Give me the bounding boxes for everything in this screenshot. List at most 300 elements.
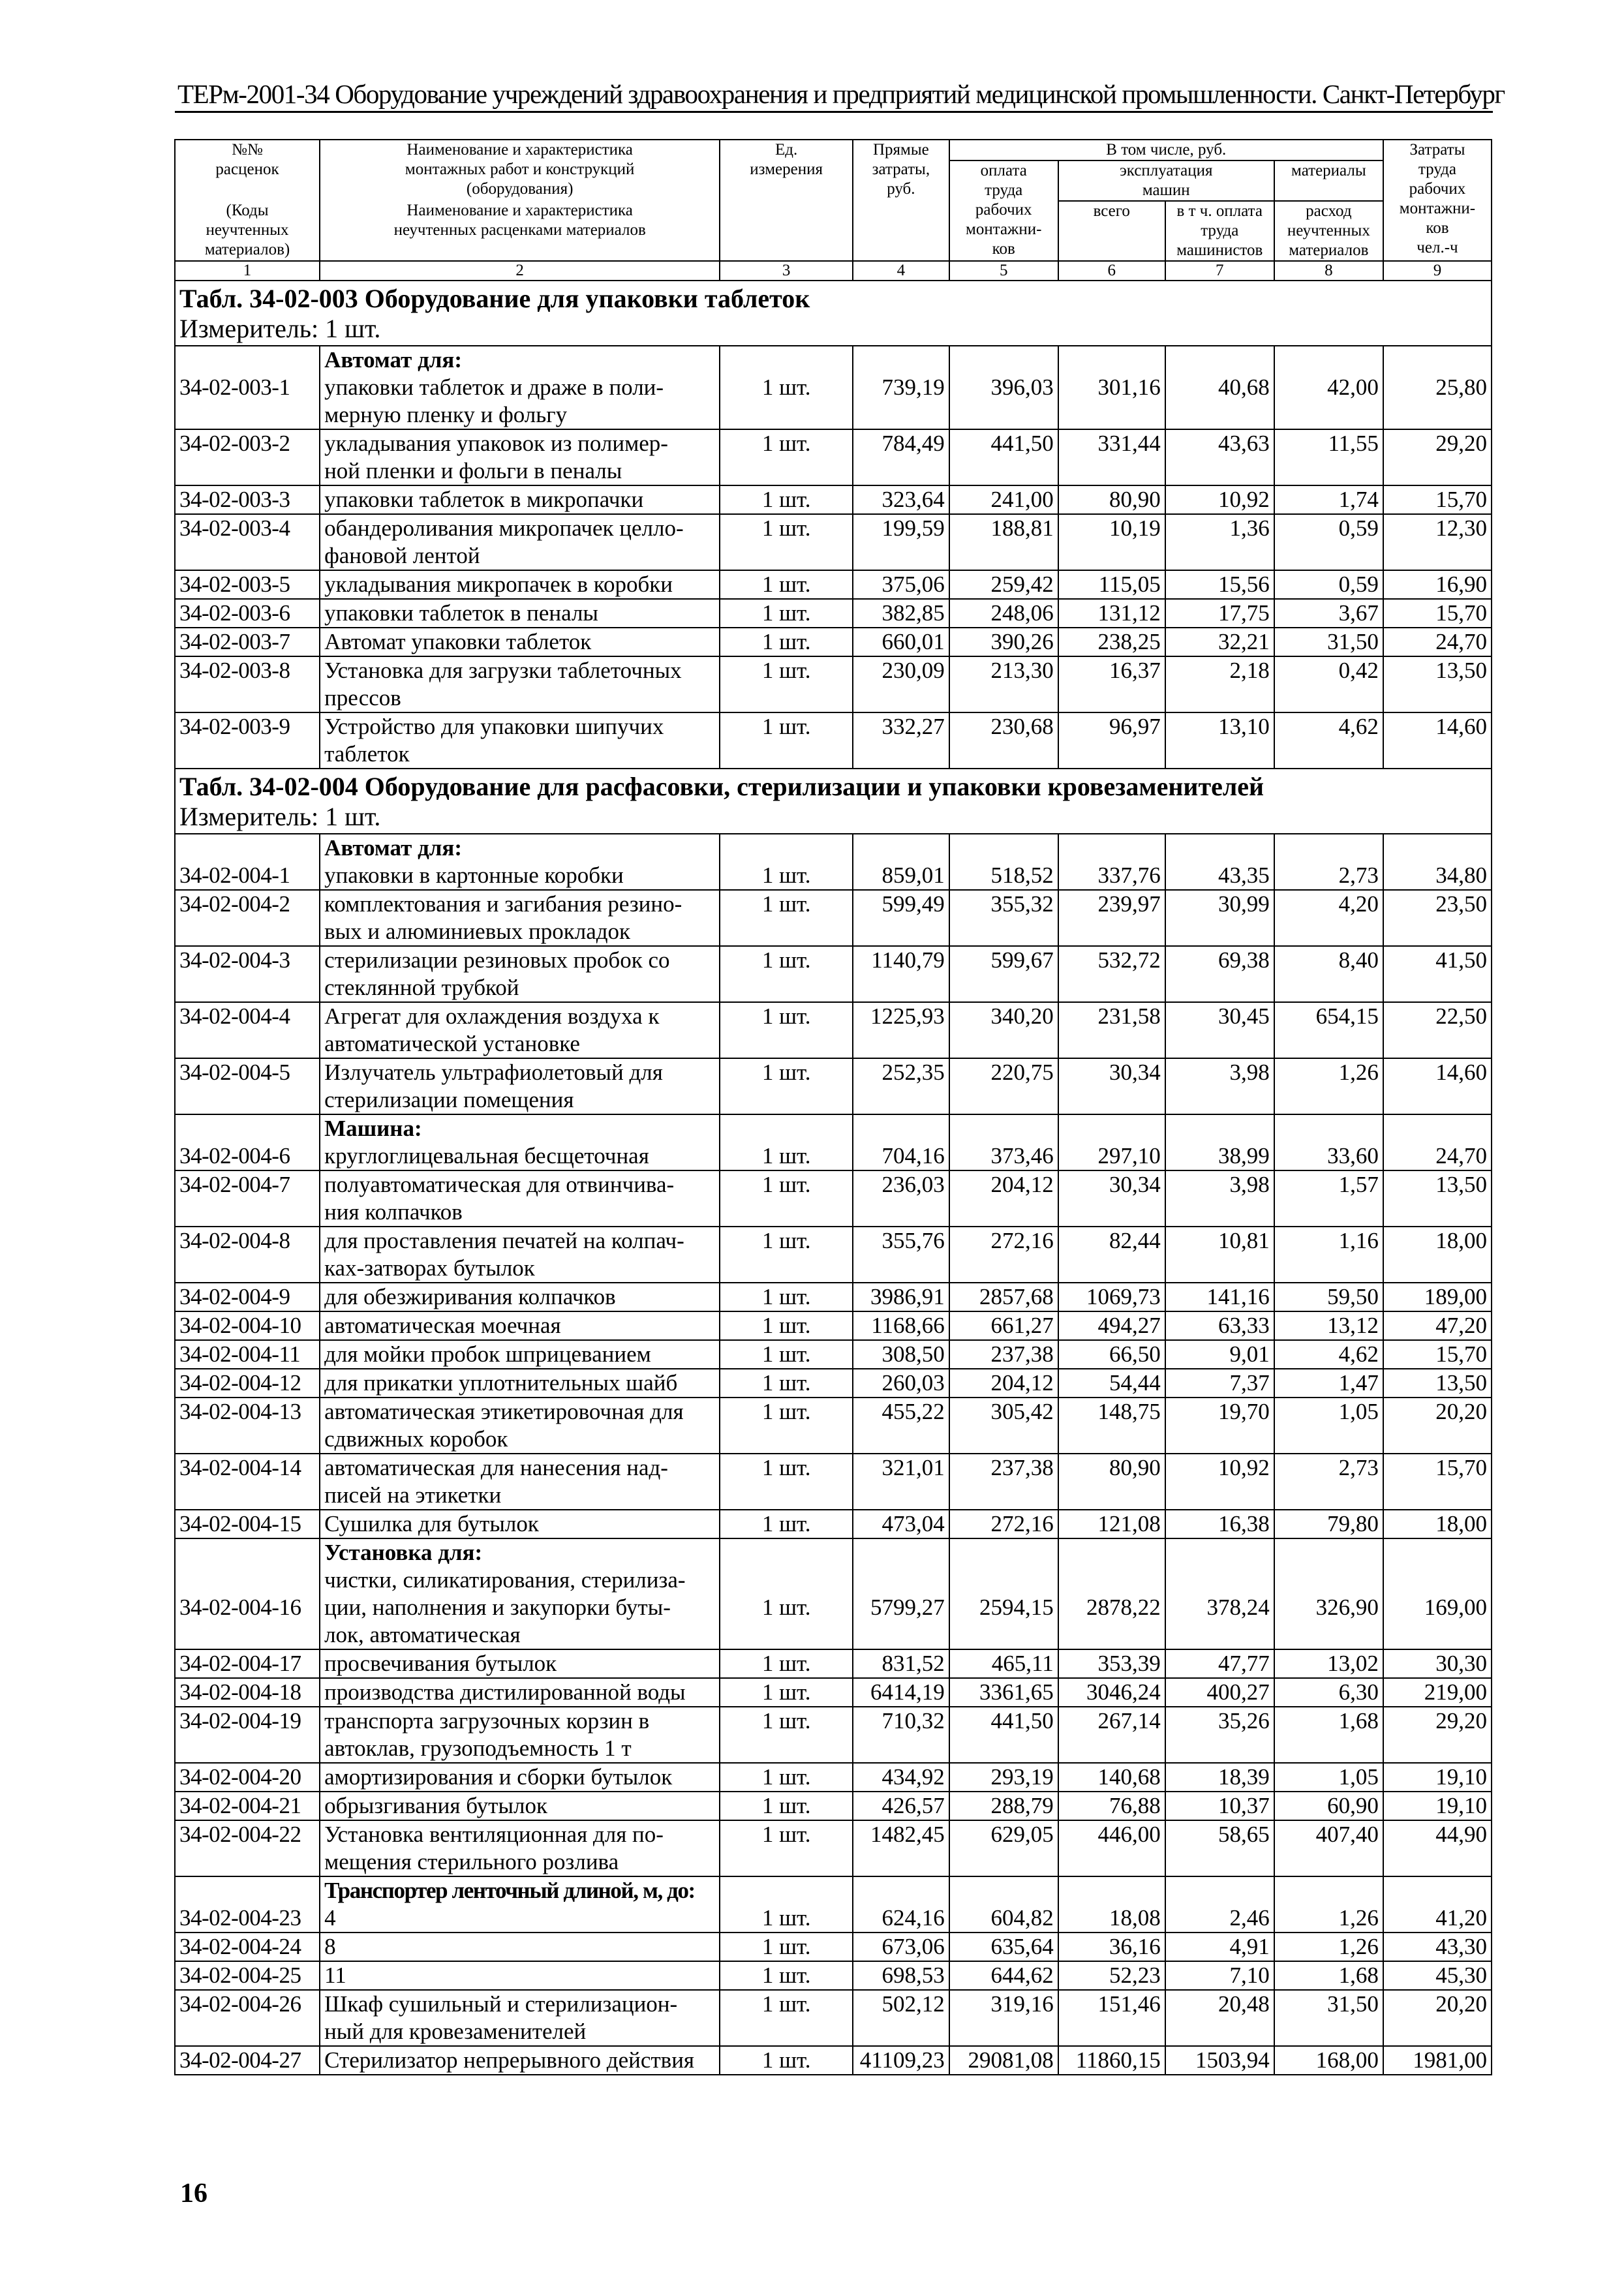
labor-hours: 189,00 [1383, 1283, 1492, 1311]
header-text: Затраты [1409, 141, 1465, 159]
rate-description-line: производства дистилированной воды [324, 1679, 686, 1705]
rate-code: 34-02-004-16 [175, 1566, 320, 1649]
header-text: ков [1426, 219, 1449, 237]
rate-description-line: ной пленки и фольги в пеналы [324, 458, 622, 483]
machinist-pay: 13,10 [1165, 712, 1274, 769]
rate-description-line: чистки, силикатирования, стерилиза- [324, 1567, 686, 1593]
labor-hours: 43,30 [1383, 1933, 1492, 1961]
rate-unit: 1 шт. [720, 514, 853, 570]
group-row [175, 1876, 1492, 1904]
rate-description-line: стерилизации резиновых пробок со [324, 947, 670, 973]
section-title: Табл. 34-02-004 Оборудование для расфасовки, стерилизации и упаковки кровезаменителей [179, 772, 1264, 801]
section-heading [175, 281, 1492, 346]
materials-amount: 1,05 [1274, 1763, 1383, 1792]
labor-hours: 15,70 [1383, 485, 1492, 514]
header-text: (оборудования) [466, 180, 574, 198]
header-text: труда [985, 181, 1023, 199]
header-unit [720, 140, 853, 261]
labor-hours: 29,20 [1383, 429, 1492, 485]
rate-description-line: сдвижных коробок [324, 1426, 508, 1452]
direct-costs: 3986,91 [853, 1283, 949, 1311]
worker-pay: 293,19 [949, 1763, 1058, 1792]
rate-unit: 1 шт. [720, 628, 853, 656]
rate-description [320, 1227, 720, 1283]
rate-description-line: автоматическая этикетировочная для [324, 1399, 684, 1424]
worker-pay: 661,27 [949, 1311, 1058, 1340]
machines-total: 82,44 [1058, 1227, 1165, 1283]
column-index: 5 [949, 261, 1058, 281]
machinist-pay: 40,68 [1165, 374, 1274, 429]
empty-cell [720, 834, 853, 862]
rate-description [320, 1369, 720, 1398]
header-text: руб. [887, 180, 915, 198]
worker-pay: 213,30 [949, 656, 1058, 712]
header-machines [1058, 160, 1274, 201]
machinist-pay: 69,38 [1165, 946, 1274, 1002]
machinist-pay: 43,63 [1165, 429, 1274, 485]
empty-cell [949, 346, 1058, 374]
machines-total: 353,39 [1058, 1649, 1165, 1678]
machinist-pay: 2,46 [1165, 1904, 1274, 1933]
table-row [175, 1340, 1492, 1369]
rate-unit: 1 шт. [720, 1311, 853, 1340]
rate-code: 34-02-003-6 [175, 599, 320, 628]
rate-code: 34-02-004-26 [175, 1990, 320, 2046]
materials-amount: 79,80 [1274, 1510, 1383, 1538]
machines-total: 331,44 [1058, 429, 1165, 485]
worker-pay: 305,42 [949, 1398, 1058, 1454]
rate-code: 34-02-003-5 [175, 570, 320, 599]
direct-costs: 739,19 [853, 374, 949, 429]
empty-cell [1274, 1114, 1383, 1142]
worker-pay: 644,62 [949, 1961, 1058, 1990]
rate-code: 34-02-004-22 [175, 1820, 320, 1876]
machines-total: 131,12 [1058, 599, 1165, 628]
rate-description-line: Агрегат для охлаждения воздуха к [324, 1003, 660, 1029]
rate-unit: 1 шт. [720, 1933, 853, 1961]
rate-description [320, 656, 720, 712]
machinist-pay: 35,26 [1165, 1707, 1274, 1763]
header-text: (Коды [226, 202, 269, 219]
direct-costs: 1225,93 [853, 1002, 949, 1058]
empty-cell [1165, 346, 1274, 374]
direct-costs: 599,49 [853, 890, 949, 946]
worker-pay: 272,16 [949, 1510, 1058, 1538]
rate-description-line: упаковки таблеток и драже в поли- [324, 374, 664, 400]
rate-description-line: амортизирования и сборки бутылок [324, 1764, 673, 1790]
rate-code: 34-02-003-7 [175, 628, 320, 656]
rate-unit: 1 шт. [720, 1820, 853, 1876]
labor-hours: 14,60 [1383, 1058, 1492, 1114]
worker-pay: 390,26 [949, 628, 1058, 656]
header-direct-costs [853, 140, 949, 261]
table-row [175, 1002, 1492, 1058]
empty-cell [1058, 1538, 1165, 1566]
rate-code: 34-02-003-9 [175, 712, 320, 769]
worker-pay: 340,20 [949, 1002, 1058, 1058]
empty-cell [175, 1114, 320, 1142]
machinist-pay: 7,37 [1165, 1369, 1274, 1398]
labor-hours: 19,10 [1383, 1763, 1492, 1792]
header-text: оплата [980, 162, 1027, 179]
rate-description-line: лок, автоматическая [324, 1622, 521, 1647]
materials-amount: 11,55 [1274, 429, 1383, 485]
rate-unit: 1 шт. [720, 1566, 853, 1649]
table-row [175, 1566, 1492, 1649]
labor-hours: 41,50 [1383, 946, 1492, 1002]
empty-cell [1383, 1538, 1492, 1566]
machinist-pay: 4,91 [1165, 1933, 1274, 1961]
rate-description [320, 1311, 720, 1340]
rate-code: 34-02-004-8 [175, 1227, 320, 1283]
labor-hours: 15,70 [1383, 1340, 1492, 1369]
rate-unit: 1 шт. [720, 1454, 853, 1510]
materials-amount: 60,90 [1274, 1792, 1383, 1820]
header-text: машин [1142, 181, 1190, 199]
labor-hours: 14,60 [1383, 712, 1492, 769]
rate-description-line: автоматической установке [324, 1031, 580, 1056]
rate-description [320, 628, 720, 656]
table-row [175, 1369, 1492, 1398]
materials-amount: 2,73 [1274, 862, 1383, 890]
worker-pay: 373,46 [949, 1142, 1058, 1170]
empty-cell [1383, 346, 1492, 374]
direct-costs: 710,32 [853, 1707, 949, 1763]
header-text: рабочих [1409, 180, 1466, 198]
labor-hours: 30,30 [1383, 1649, 1492, 1678]
materials-amount: 1,57 [1274, 1170, 1383, 1227]
direct-costs: 230,09 [853, 656, 949, 712]
worker-pay: 355,32 [949, 890, 1058, 946]
rate-description-line: ния колпачков [324, 1199, 463, 1225]
group-heading: Автомат для: [320, 834, 720, 862]
direct-costs: 455,22 [853, 1398, 949, 1454]
rate-description [320, 1454, 720, 1510]
rate-code: 34-02-003-2 [175, 429, 320, 485]
rate-description-line: комплектования и загибания резино- [324, 891, 682, 917]
rate-code: 34-02-004-14 [175, 1454, 320, 1510]
machines-total: 66,50 [1058, 1340, 1165, 1369]
rate-description-line: круглоглицевальная бесщеточная [324, 1143, 649, 1169]
rate-description-line: автоматическая моечная [324, 1313, 561, 1338]
machinist-pay: 16,38 [1165, 1510, 1274, 1538]
materials-amount: 4,62 [1274, 712, 1383, 769]
machinist-pay: 400,27 [1165, 1678, 1274, 1707]
worker-pay: 441,50 [949, 429, 1058, 485]
direct-costs: 698,53 [853, 1961, 949, 1990]
table-row [175, 1170, 1492, 1227]
section-measure: Измеритель: 1 шт. [179, 802, 381, 831]
rate-unit: 1 шт. [720, 1369, 853, 1398]
header-worker-pay [949, 160, 1058, 261]
machines-total: 3046,24 [1058, 1678, 1165, 1707]
materials-amount: 168,00 [1274, 2046, 1383, 2075]
rate-description [320, 2046, 720, 2075]
header-text: в т ч. оплата [1176, 202, 1263, 220]
machines-total: 30,34 [1058, 1058, 1165, 1114]
rate-description-line: для мойки пробок шприцеванием [324, 1341, 651, 1367]
empty-cell [1058, 1876, 1165, 1904]
worker-pay: 204,12 [949, 1170, 1058, 1227]
rate-code: 34-02-004-19 [175, 1707, 320, 1763]
header-text: монтажни- [966, 221, 1042, 238]
rate-description [320, 374, 720, 429]
rate-description-line: Автомат упаковки таблеток [324, 629, 592, 654]
column-index: 7 [1165, 261, 1274, 281]
rate-unit: 1 шт. [720, 1058, 853, 1114]
column-index: 3 [720, 261, 853, 281]
header-rule [175, 111, 1493, 113]
machinist-pay: 30,45 [1165, 1002, 1274, 1058]
table-row [175, 570, 1492, 599]
empty-cell [853, 1114, 949, 1142]
rate-description-line: 4 [324, 1905, 336, 1931]
machinist-pay: 7,10 [1165, 1961, 1274, 1990]
direct-costs: 41109,23 [853, 2046, 949, 2075]
materials-amount: 33,60 [1274, 1142, 1383, 1170]
direct-costs: 355,76 [853, 1227, 949, 1283]
direct-costs: 308,50 [853, 1340, 949, 1369]
rate-description-line: Стерилизатор непрерывного действия [324, 2047, 695, 2073]
empty-cell [853, 1538, 949, 1566]
group-row [175, 346, 1492, 374]
rate-description-line: обандероливания микропачек целло- [324, 515, 684, 541]
labor-hours: 15,70 [1383, 1454, 1492, 1510]
table-row [175, 628, 1492, 656]
group-row [175, 1114, 1492, 1142]
header-text: монтажни- [1399, 200, 1476, 217]
rate-code: 34-02-003-3 [175, 485, 320, 514]
rate-code: 34-02-004-13 [175, 1398, 320, 1454]
labor-hours: 16,90 [1383, 570, 1492, 599]
empty-cell [1274, 346, 1383, 374]
machinist-pay: 18,39 [1165, 1763, 1274, 1792]
materials-amount: 42,00 [1274, 374, 1383, 429]
materials-amount: 1,16 [1274, 1227, 1383, 1283]
labor-hours: 45,30 [1383, 1961, 1492, 1990]
rate-description-line: таблеток [324, 741, 410, 767]
machines-total: 11860,15 [1058, 2046, 1165, 2075]
rate-description-line: прессов [324, 685, 401, 711]
machines-total: 121,08 [1058, 1510, 1165, 1538]
labor-hours: 22,50 [1383, 1002, 1492, 1058]
table-row [175, 890, 1492, 946]
machines-total: 80,90 [1058, 1454, 1165, 1510]
worker-pay: 237,38 [949, 1340, 1058, 1369]
worker-pay: 441,50 [949, 1707, 1058, 1763]
labor-hours: 13,50 [1383, 1170, 1492, 1227]
labor-hours: 15,70 [1383, 599, 1492, 628]
materials-amount: 59,50 [1274, 1283, 1383, 1311]
header-name-sub [320, 201, 720, 261]
rate-code: 34-02-004-21 [175, 1792, 320, 1820]
rate-unit: 1 шт. [720, 1904, 853, 1933]
rate-description [320, 1510, 720, 1538]
section-measure: Измеритель: 1 шт. [179, 314, 381, 343]
direct-costs: 321,01 [853, 1454, 949, 1510]
table-row [175, 946, 1492, 1002]
materials-amount: 1,74 [1274, 485, 1383, 514]
column-index-row [175, 261, 1492, 281]
machines-total: 30,34 [1058, 1170, 1165, 1227]
rate-code: 34-02-004-18 [175, 1678, 320, 1707]
empty-cell [1383, 1876, 1492, 1904]
header-text: материалов) [204, 241, 290, 258]
column-index: 2 [320, 261, 720, 281]
header-unaccounted-materials [1274, 201, 1383, 261]
machines-total: 1069,73 [1058, 1283, 1165, 1311]
labor-hours: 20,20 [1383, 1990, 1492, 2046]
rate-description [320, 1961, 720, 1990]
empty-cell [1165, 834, 1274, 862]
empty-cell [1165, 1876, 1274, 1904]
machines-total: 301,16 [1058, 374, 1165, 429]
direct-costs: 473,04 [853, 1510, 949, 1538]
rate-unit: 1 шт. [720, 1002, 853, 1058]
rate-description-line: укладывания упаковок из полимер- [324, 431, 668, 456]
rate-code: 34-02-003-4 [175, 514, 320, 570]
header-text: расход [1306, 202, 1352, 220]
rate-description-line: мерную пленку и фольгу [324, 402, 568, 427]
section-row [175, 769, 1492, 834]
direct-costs: 502,12 [853, 1990, 949, 2046]
table-row [175, 1678, 1492, 1707]
header-machinist-pay [1165, 201, 1274, 261]
empty-cell [1058, 1114, 1165, 1142]
rate-unit: 1 шт. [720, 1170, 853, 1227]
header-text: неучтенных [206, 221, 289, 239]
rate-description-line: упаковки таблеток в пеналы [324, 600, 598, 626]
worker-pay: 188,81 [949, 514, 1058, 570]
empty-cell [1383, 834, 1492, 862]
rate-code: 34-02-004-17 [175, 1649, 320, 1678]
table-row [175, 1283, 1492, 1311]
rate-unit: 1 шт. [720, 1649, 853, 1678]
materials-amount: 31,50 [1274, 628, 1383, 656]
materials-amount: 4,62 [1274, 1340, 1383, 1369]
rate-description [320, 1933, 720, 1961]
rate-description-line: транспорта загрузочных корзин в [324, 1708, 650, 1734]
rate-description-line: полуавтоматическая для отвинчива- [324, 1172, 675, 1197]
rate-description [320, 1649, 720, 1678]
empty-cell [720, 1114, 853, 1142]
materials-amount: 2,73 [1274, 1454, 1383, 1510]
rate-unit: 1 шт. [720, 1340, 853, 1369]
machinist-pay: 1503,94 [1165, 2046, 1274, 2075]
group-heading: Машина: [320, 1114, 720, 1142]
materials-amount: 407,40 [1274, 1820, 1383, 1876]
header-materials: материалы [1274, 160, 1383, 201]
empty-cell [1383, 1114, 1492, 1142]
rate-description-line: Установка для загрузки таблеточных [324, 658, 682, 683]
materials-amount: 1,47 [1274, 1369, 1383, 1398]
direct-costs: 382,85 [853, 599, 949, 628]
direct-costs: 252,35 [853, 1058, 949, 1114]
rate-description-line: для проставления печатей на колпач- [324, 1228, 684, 1253]
labor-hours: 1981,00 [1383, 2046, 1492, 2075]
worker-pay: 629,05 [949, 1820, 1058, 1876]
labor-hours: 44,90 [1383, 1820, 1492, 1876]
worker-pay: 237,38 [949, 1454, 1058, 1510]
materials-amount: 1,26 [1274, 1058, 1383, 1114]
empty-cell [1274, 834, 1383, 862]
rate-description-line: укладывания микропачек в коробки [324, 572, 673, 597]
rate-code: 34-02-004-25 [175, 1961, 320, 1990]
rate-code: 34-02-004-12 [175, 1369, 320, 1398]
empty-cell [1165, 1538, 1274, 1566]
table-row [175, 374, 1492, 429]
table-header [175, 140, 1492, 281]
group-heading: Автомат для: [320, 346, 720, 374]
machinist-pay: 141,16 [1165, 1283, 1274, 1311]
rate-description [320, 1707, 720, 1763]
machinist-pay: 10,92 [1165, 485, 1274, 514]
section-row [175, 281, 1492, 346]
table-row [175, 1820, 1492, 1876]
rate-code: 34-02-004-10 [175, 1311, 320, 1340]
rate-unit: 1 шт. [720, 1763, 853, 1792]
rate-description-line: 8 [324, 1934, 336, 1959]
table-row [175, 862, 1492, 890]
table-body [175, 281, 1492, 2075]
empty-cell [175, 346, 320, 374]
machinist-pay: 15,56 [1165, 570, 1274, 599]
rate-description-line: обрызгивания бутылок [324, 1793, 547, 1818]
rate-description [320, 485, 720, 514]
rate-description [320, 1398, 720, 1454]
rate-code: 34-02-004-11 [175, 1340, 320, 1369]
page-number: 16 [180, 2178, 207, 2208]
rate-description-line: Устройство для упаковки шипучих [324, 714, 664, 739]
labor-hours: 20,20 [1383, 1398, 1492, 1454]
header-machines-total: всего [1058, 201, 1165, 261]
table-row [175, 656, 1492, 712]
header-code [175, 140, 320, 201]
empty-cell [949, 1876, 1058, 1904]
machinist-pay: 10,81 [1165, 1227, 1274, 1283]
table-row [175, 514, 1492, 570]
empty-cell [1058, 834, 1165, 862]
rate-description [320, 1763, 720, 1792]
machines-total: 2878,22 [1058, 1566, 1165, 1649]
header-text: расценок [215, 160, 279, 178]
direct-costs: 660,01 [853, 628, 949, 656]
direct-costs: 199,59 [853, 514, 949, 570]
empty-cell [853, 834, 949, 862]
rate-unit: 1 шт. [720, 2046, 853, 2075]
machinist-pay: 32,21 [1165, 628, 1274, 656]
materials-amount: 0,59 [1274, 514, 1383, 570]
rate-description-line: автоклав, грузоподъемность 1 т [324, 1735, 632, 1761]
machines-total: 446,00 [1058, 1820, 1165, 1876]
header-text: труда [1201, 222, 1239, 239]
worker-pay: 204,12 [949, 1369, 1058, 1398]
rate-unit: 1 шт. [720, 599, 853, 628]
header-text: ков [992, 240, 1015, 258]
header-labor-hours [1383, 140, 1492, 261]
group-row [175, 834, 1492, 862]
header-text: Наименование и характеристика [406, 141, 633, 159]
direct-costs: 784,49 [853, 429, 949, 485]
header-text: неучтенных [1287, 222, 1370, 239]
rate-code: 34-02-004-1 [175, 862, 320, 890]
direct-costs: 426,57 [853, 1792, 949, 1820]
empty-cell [720, 346, 853, 374]
rate-description [320, 1820, 720, 1876]
direct-costs: 236,03 [853, 1170, 949, 1227]
machinist-pay: 63,33 [1165, 1311, 1274, 1340]
rate-description [320, 1058, 720, 1114]
